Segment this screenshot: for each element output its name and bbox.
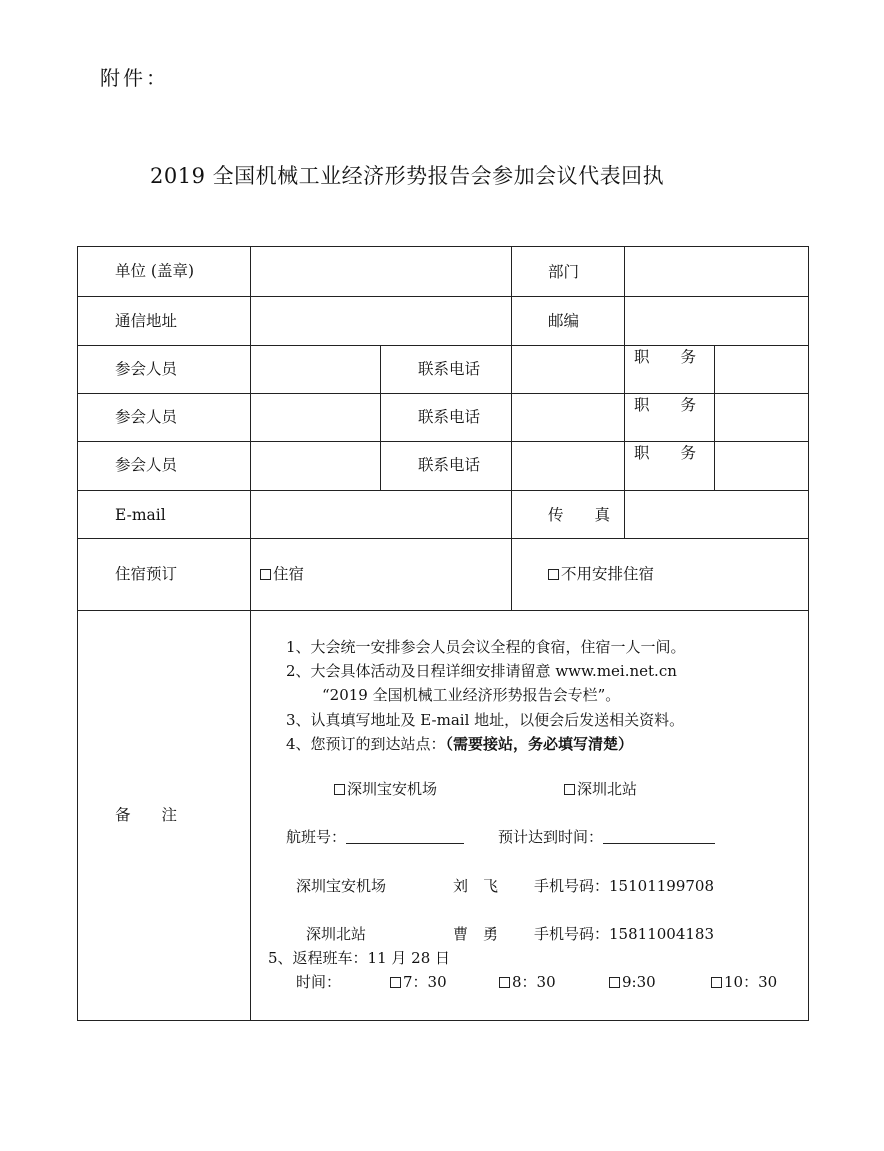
time-option-2[interactable]	[499, 972, 556, 992]
checkbox-icon[interactable]	[548, 569, 559, 580]
col-divider	[250, 247, 251, 1020]
return-bus-line: 5、返程班车：11 月 28 日	[268, 949, 451, 967]
attachment-label: 附件：	[100, 66, 169, 90]
time-option-1[interactable]	[390, 972, 447, 992]
station-airport-text: 深圳宝安机场	[347, 780, 438, 798]
arrival-blank[interactable]	[603, 829, 715, 844]
remark-line-3: 3、认真填写地址及 E-mail 地址，以便会后发送相关资料。	[286, 711, 685, 729]
phone-label: 联系电话	[418, 360, 481, 378]
fax-label: 传 真	[548, 506, 611, 524]
phone-label: 手机号码：	[534, 877, 610, 895]
time-text: 9:30	[622, 973, 656, 991]
remarks-label: 备 注	[115, 806, 178, 824]
checkbox-icon[interactable]	[609, 977, 620, 988]
phone-label: 联系电话	[418, 456, 481, 474]
contact-airport-phone	[534, 876, 714, 896]
contact-north-phone	[534, 924, 714, 944]
remark-line-4-text: 4、您预订的到达站点：	[286, 735, 446, 753]
col-divider	[511, 247, 512, 345]
phone-label: 联系电话	[418, 408, 481, 426]
col-divider	[624, 345, 625, 490]
flight-blank[interactable]	[346, 829, 464, 844]
row-divider	[78, 296, 808, 297]
phone-number: 15811004183	[609, 925, 714, 943]
contact-airport-place: 深圳宝安机场	[296, 877, 387, 895]
time-label: 时间：	[296, 973, 342, 991]
col-divider	[380, 345, 381, 490]
checkbox-icon[interactable]	[499, 977, 510, 988]
time-option-4[interactable]	[711, 972, 777, 992]
checkbox-icon[interactable]	[260, 569, 271, 580]
flight-label: 航班号：	[286, 828, 347, 846]
row-divider	[78, 441, 808, 442]
attendee-label: 参会人员	[115, 408, 178, 426]
checkbox-icon[interactable]	[334, 784, 345, 795]
flight-number-field[interactable]	[286, 827, 464, 847]
contact-north-place: 深圳北站	[306, 925, 367, 943]
station-airport-option[interactable]	[334, 779, 437, 799]
row-divider	[78, 610, 808, 611]
col-divider	[511, 490, 512, 610]
address-label: 通信地址	[115, 312, 178, 330]
lodging-label: 住宿预订	[115, 565, 178, 583]
contact-north-name: 曹 勇	[453, 925, 499, 943]
email-label: E-mail	[115, 506, 166, 524]
time-option-3[interactable]	[609, 972, 656, 992]
lodging-no-text: 不用安排住宿	[561, 565, 655, 583]
remark-line-2b: “2019 全国机械工业经济形势报告会专栏”。	[322, 686, 621, 704]
col-divider	[624, 247, 625, 345]
arrival-label: 预计达到时间：	[498, 828, 604, 846]
position-label: 职 务	[634, 396, 697, 414]
row-divider	[78, 538, 808, 539]
phone-number: 15101199708	[609, 877, 714, 895]
checkbox-icon[interactable]	[564, 784, 575, 795]
phone-label: 手机号码：	[534, 925, 610, 943]
checkbox-icon[interactable]	[390, 977, 401, 988]
time-text: 8：30	[512, 973, 556, 991]
zip-label: 邮编	[548, 312, 580, 330]
arrival-time-field[interactable]	[498, 827, 715, 847]
remark-line-1: 1、大会统一安排参会人员会议全程的食宿，住宿一人一间。	[286, 638, 686, 656]
document-title: 2019 全国机械工业经济形势报告会参加会议代表回执	[150, 164, 665, 188]
registration-form	[77, 246, 809, 1021]
dept-label: 部门	[548, 263, 580, 281]
time-text: 7：30	[403, 973, 447, 991]
lodging-no-option[interactable]	[548, 564, 654, 584]
remark-line-2: 2、大会具体活动及日程详细安排请留意 www.mei.net.cn	[286, 662, 677, 680]
row-divider	[78, 490, 808, 491]
col-divider	[511, 345, 512, 490]
row-divider	[78, 345, 808, 346]
row-divider	[78, 393, 808, 394]
attendee-label: 参会人员	[115, 456, 178, 474]
remark-line-4	[286, 734, 633, 754]
position-label: 职 务	[634, 348, 697, 366]
checkbox-icon[interactable]	[711, 977, 722, 988]
station-north-option[interactable]	[564, 779, 637, 799]
col-divider	[714, 345, 715, 490]
contact-airport-name: 刘 飞	[453, 877, 499, 895]
attendee-label: 参会人员	[115, 360, 178, 378]
time-text: 10：30	[724, 973, 778, 991]
lodging-yes-text: 住宿	[273, 565, 305, 583]
position-label: 职 务	[634, 444, 697, 462]
col-divider	[624, 490, 625, 538]
lodging-yes-option[interactable]	[260, 564, 304, 584]
remark-line-4-emphasis: （需要接站，务必填写清楚）	[445, 735, 634, 753]
station-north-text: 深圳北站	[577, 780, 638, 798]
unit-label: 单位 (盖章)	[115, 262, 195, 280]
